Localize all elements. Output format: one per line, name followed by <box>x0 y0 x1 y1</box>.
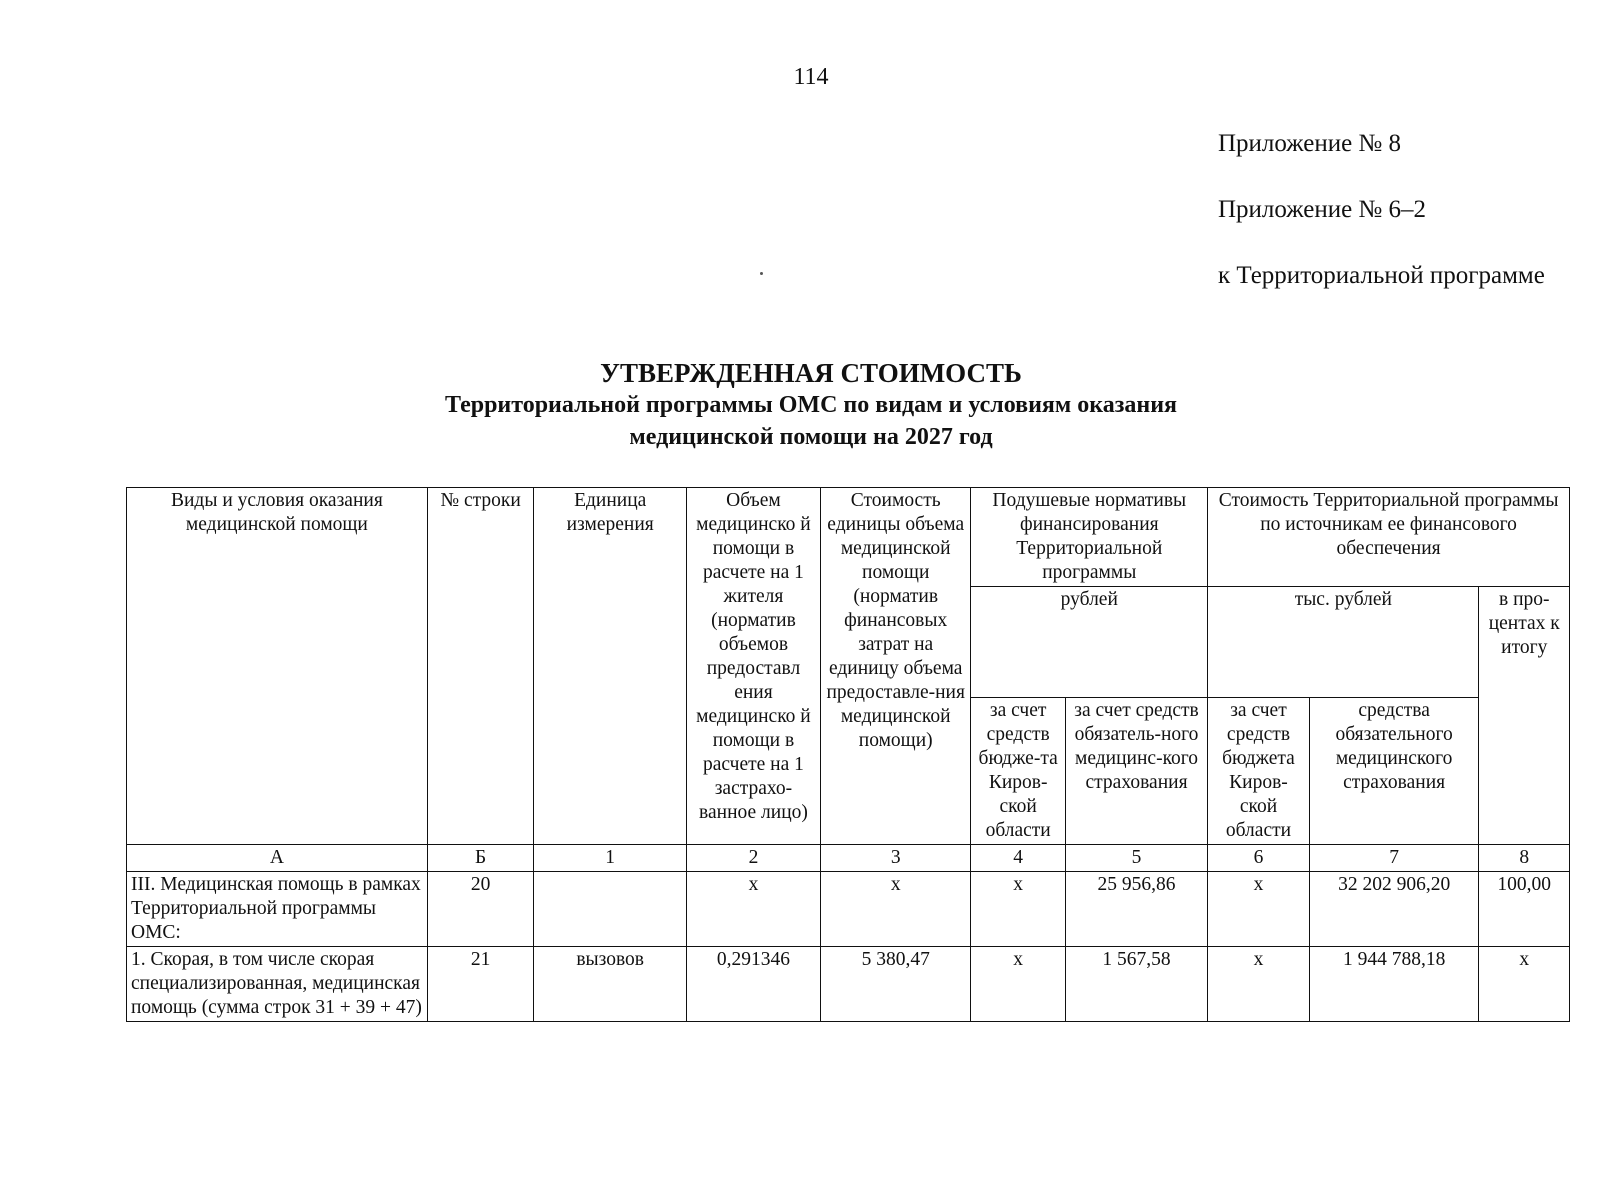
row-unit: вызовов <box>534 947 686 1022</box>
scan-speck <box>760 272 763 275</box>
row-per-capita-budget: х <box>971 872 1066 947</box>
row-volume: х <box>686 872 820 947</box>
header-cost-budget: за счет средств бюджета Киров-ской области <box>1208 698 1310 845</box>
header-percent: в про-центах к итогу <box>1479 587 1570 845</box>
header-thousand-rubles: тыс. рублей <box>1208 587 1479 698</box>
row-cost-oms: 1 944 788,18 <box>1309 947 1479 1022</box>
title-line-2: Территориальной программы ОМС по видам и условиям оказания <box>444 392 1178 418</box>
row-line-number: 20 <box>427 872 534 947</box>
title-line-1: УТВЕРЖДЕННАЯ СТОИМОСТЬ <box>600 358 1022 388</box>
row-cost-oms: 32 202 906,20 <box>1309 872 1479 947</box>
header-unit-cost: Стоимость единицы объема медицинской помощи (норматив финансовых затрат на единицу объема предоставле-ния медицинской помощи) <box>821 488 971 845</box>
row-cost-budget: х <box>1208 872 1310 947</box>
col-index: 4 <box>971 845 1066 872</box>
header-volume: Объем медицинско й помощи в расчете на 1 жителя (норматив объемов предоставл ения медицинско й помощи в расчете на 1 застрахо-ванное лицо) <box>686 488 820 845</box>
col-index: 5 <box>1065 845 1207 872</box>
header-line-number: № строки <box>427 488 534 845</box>
header-per-capita-group: Подушевые нормативы финансирования Территориальной программы <box>971 488 1208 587</box>
row-unit-cost: 5 380,47 <box>821 947 971 1022</box>
row-percent: 100,00 <box>1479 872 1570 947</box>
row-unit <box>534 872 686 947</box>
header-per-capita-budget: за счет средств бюдже-та Киров-ской области <box>971 698 1066 845</box>
table-row <box>127 947 1570 1022</box>
col-index: 1 <box>534 845 686 872</box>
row-percent: х <box>1479 947 1570 1022</box>
col-index: 8 <box>1479 845 1570 872</box>
title-line-3: медицинской помощи на 2027 год <box>629 424 993 450</box>
cost-table <box>126 487 1570 1022</box>
row-unit-cost: х <box>821 872 971 947</box>
row-per-capita-oms: 25 956,86 <box>1065 872 1207 947</box>
col-index: 3 <box>821 845 971 872</box>
col-index: 2 <box>686 845 820 872</box>
page-number: 114 <box>793 64 829 90</box>
header-program-cost-group: Стоимость Территориальной программы по источникам ее финансового обеспечения <box>1208 488 1570 587</box>
header-per-capita-oms: за счет средств обязатель-ного медицинс-кого страхования <box>1065 698 1207 845</box>
row-volume: 0,291346 <box>686 947 820 1022</box>
row-name: III. Медицинская помощь в рамках Территориальной программы ОМС: <box>127 872 428 947</box>
col-index: Б <box>427 845 534 872</box>
appendix-line-2: Приложение № 6–2 <box>1218 196 1427 223</box>
row-cost-budget: х <box>1208 947 1310 1022</box>
row-line-number: 21 <box>427 947 534 1022</box>
col-index: 7 <box>1309 845 1479 872</box>
row-per-capita-oms: 1 567,58 <box>1065 947 1207 1022</box>
appendix-line-3: к Территориальной программе <box>1218 262 1545 289</box>
header-unit: Единица измерения <box>534 488 686 845</box>
col-index: 6 <box>1208 845 1310 872</box>
row-per-capita-budget: х <box>971 947 1066 1022</box>
row-name: 1. Скорая, в том числе скорая специализированная, медицинская помощь (сумма строк 31 + 39 + 47) <box>127 947 428 1022</box>
header-cost-oms: средства обязательного медицинского страхования <box>1309 698 1479 845</box>
header-rubles: рублей <box>971 587 1208 698</box>
table-row <box>127 872 1570 947</box>
header-care-types: Виды и условия оказания медицинской помощи <box>127 488 428 845</box>
document-title <box>0 357 1622 453</box>
col-index: А <box>127 845 428 872</box>
appendix-line-1: Приложение № 8 <box>1218 130 1402 157</box>
